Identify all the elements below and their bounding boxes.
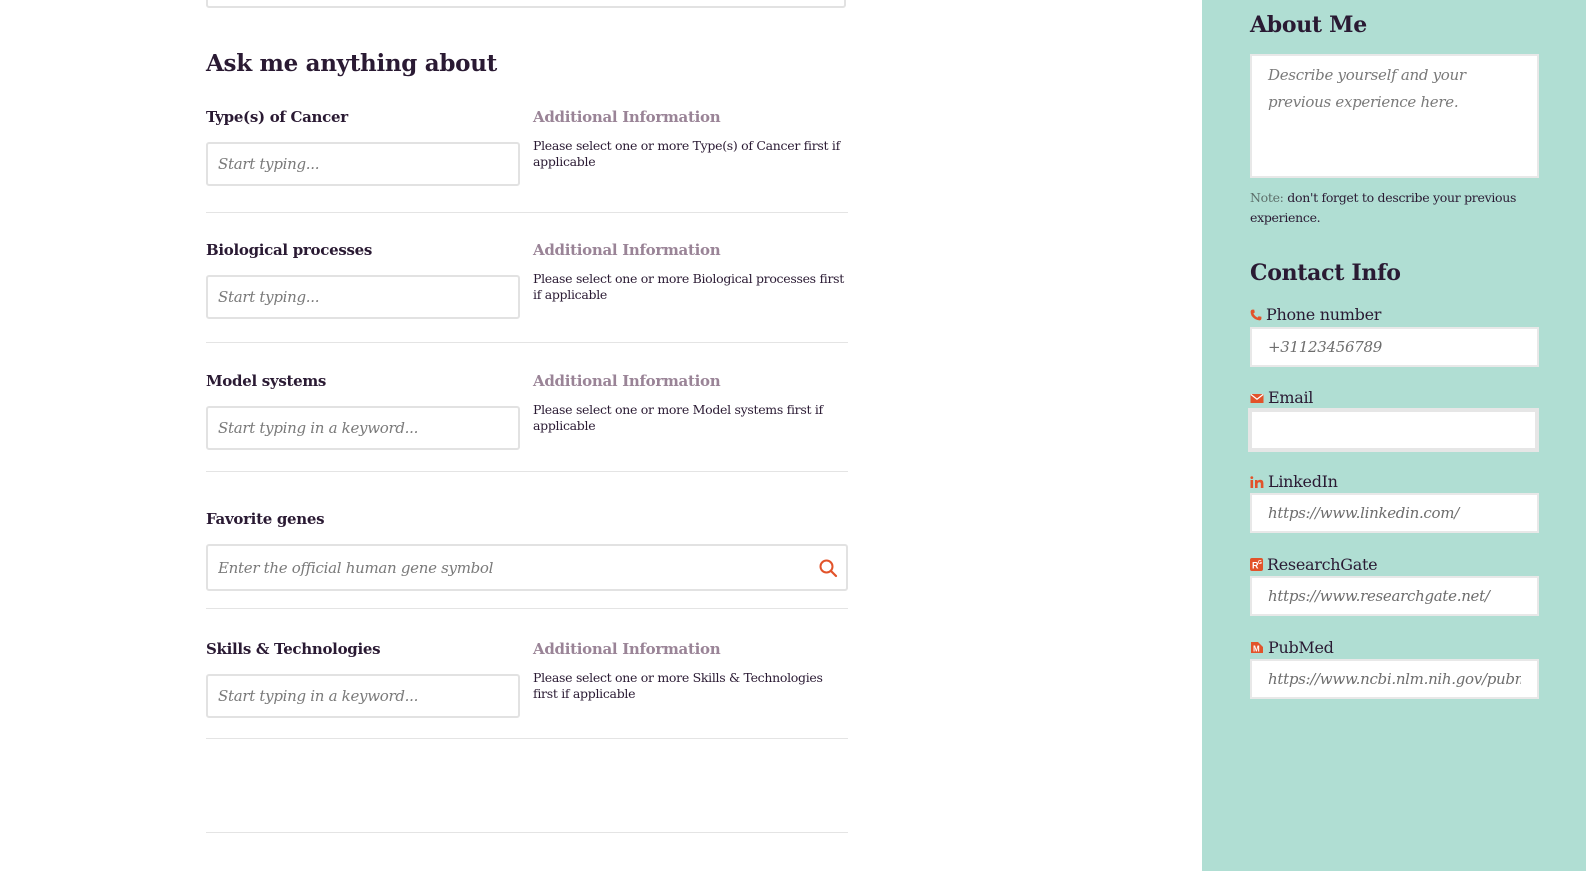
email-label [1250,388,1313,407]
researchgate-label [1250,555,1377,574]
model-systems-info-title: Additional Information [533,372,721,390]
email-icon [1250,392,1264,404]
divider [206,738,848,739]
researchgate-input[interactable] [1250,576,1539,616]
model-systems-label: Model systems [206,372,327,390]
model-systems-info-text: Please select one or more Model systems first if applicable [533,402,823,433]
model-systems-input[interactable] [206,406,520,450]
linkedin-input[interactable] [1250,493,1539,533]
skills-info-title: Additional Information [533,640,721,658]
pubmed-label [1250,638,1334,657]
favorite-genes-input[interactable] [208,546,818,589]
contact-info-title: Contact Info [1250,260,1401,286]
search-icon[interactable] [818,558,838,578]
biological-processes-info-title: Additional Information [533,241,721,259]
linkedin-label [1250,472,1338,491]
divider [206,212,848,213]
profile-sidebar [1202,0,1586,871]
divider [206,832,848,833]
researchgate-label-text: ResearchGate [1267,555,1378,574]
divider [206,471,848,472]
favorite-genes-field[interactable] [206,544,848,591]
cancer-types-label: Type(s) of Cancer [206,108,348,126]
pubmed-label-text: PubMed [1268,638,1334,657]
divider [206,608,848,609]
note-text: don't forget to describe your previous experience. [1250,190,1517,225]
note-prefix: Note: [1250,190,1284,205]
pubmed-icon [1250,641,1264,654]
biological-processes-input[interactable] [206,275,520,319]
svg-text:R: R [1252,560,1259,571]
skills-info-text: Please select one or more Skills & Technologies first if applicable [533,670,823,701]
cancer-types-input[interactable] [206,142,520,186]
ask-section-title: Ask me anything about [206,50,497,77]
about-me-textarea[interactable] [1250,54,1539,178]
svg-text:M: M [1253,644,1260,654]
phone-label [1250,305,1381,324]
linkedin-icon [1250,476,1264,488]
phone-label-text: Phone number [1266,305,1382,324]
phone-icon [1250,309,1262,321]
cancer-types-info-text: Please select one or more Type(s) of Cancer first if applicable [533,138,840,169]
biological-processes-label: Biological processes [206,241,372,259]
phone-input[interactable] [1250,327,1539,367]
email-input[interactable] [1248,408,1539,452]
previous-input[interactable] [206,0,846,8]
about-me-title: About Me [1250,12,1367,38]
email-label-text: Email [1268,388,1314,407]
linkedin-label-text: LinkedIn [1268,472,1338,491]
skills-label: Skills & Technologies [206,640,381,658]
pubmed-input[interactable] [1250,659,1539,699]
researchgate-icon [1250,558,1263,571]
biological-processes-info-text: Please select one or more Biological processes first if applicable [533,271,845,302]
cancer-types-info-title: Additional Information [533,108,721,126]
about-note [1250,188,1540,228]
svg-text:G: G [1258,560,1262,566]
divider [206,342,848,343]
favorite-genes-label: Favorite genes [206,510,325,528]
skills-input[interactable] [206,674,520,718]
